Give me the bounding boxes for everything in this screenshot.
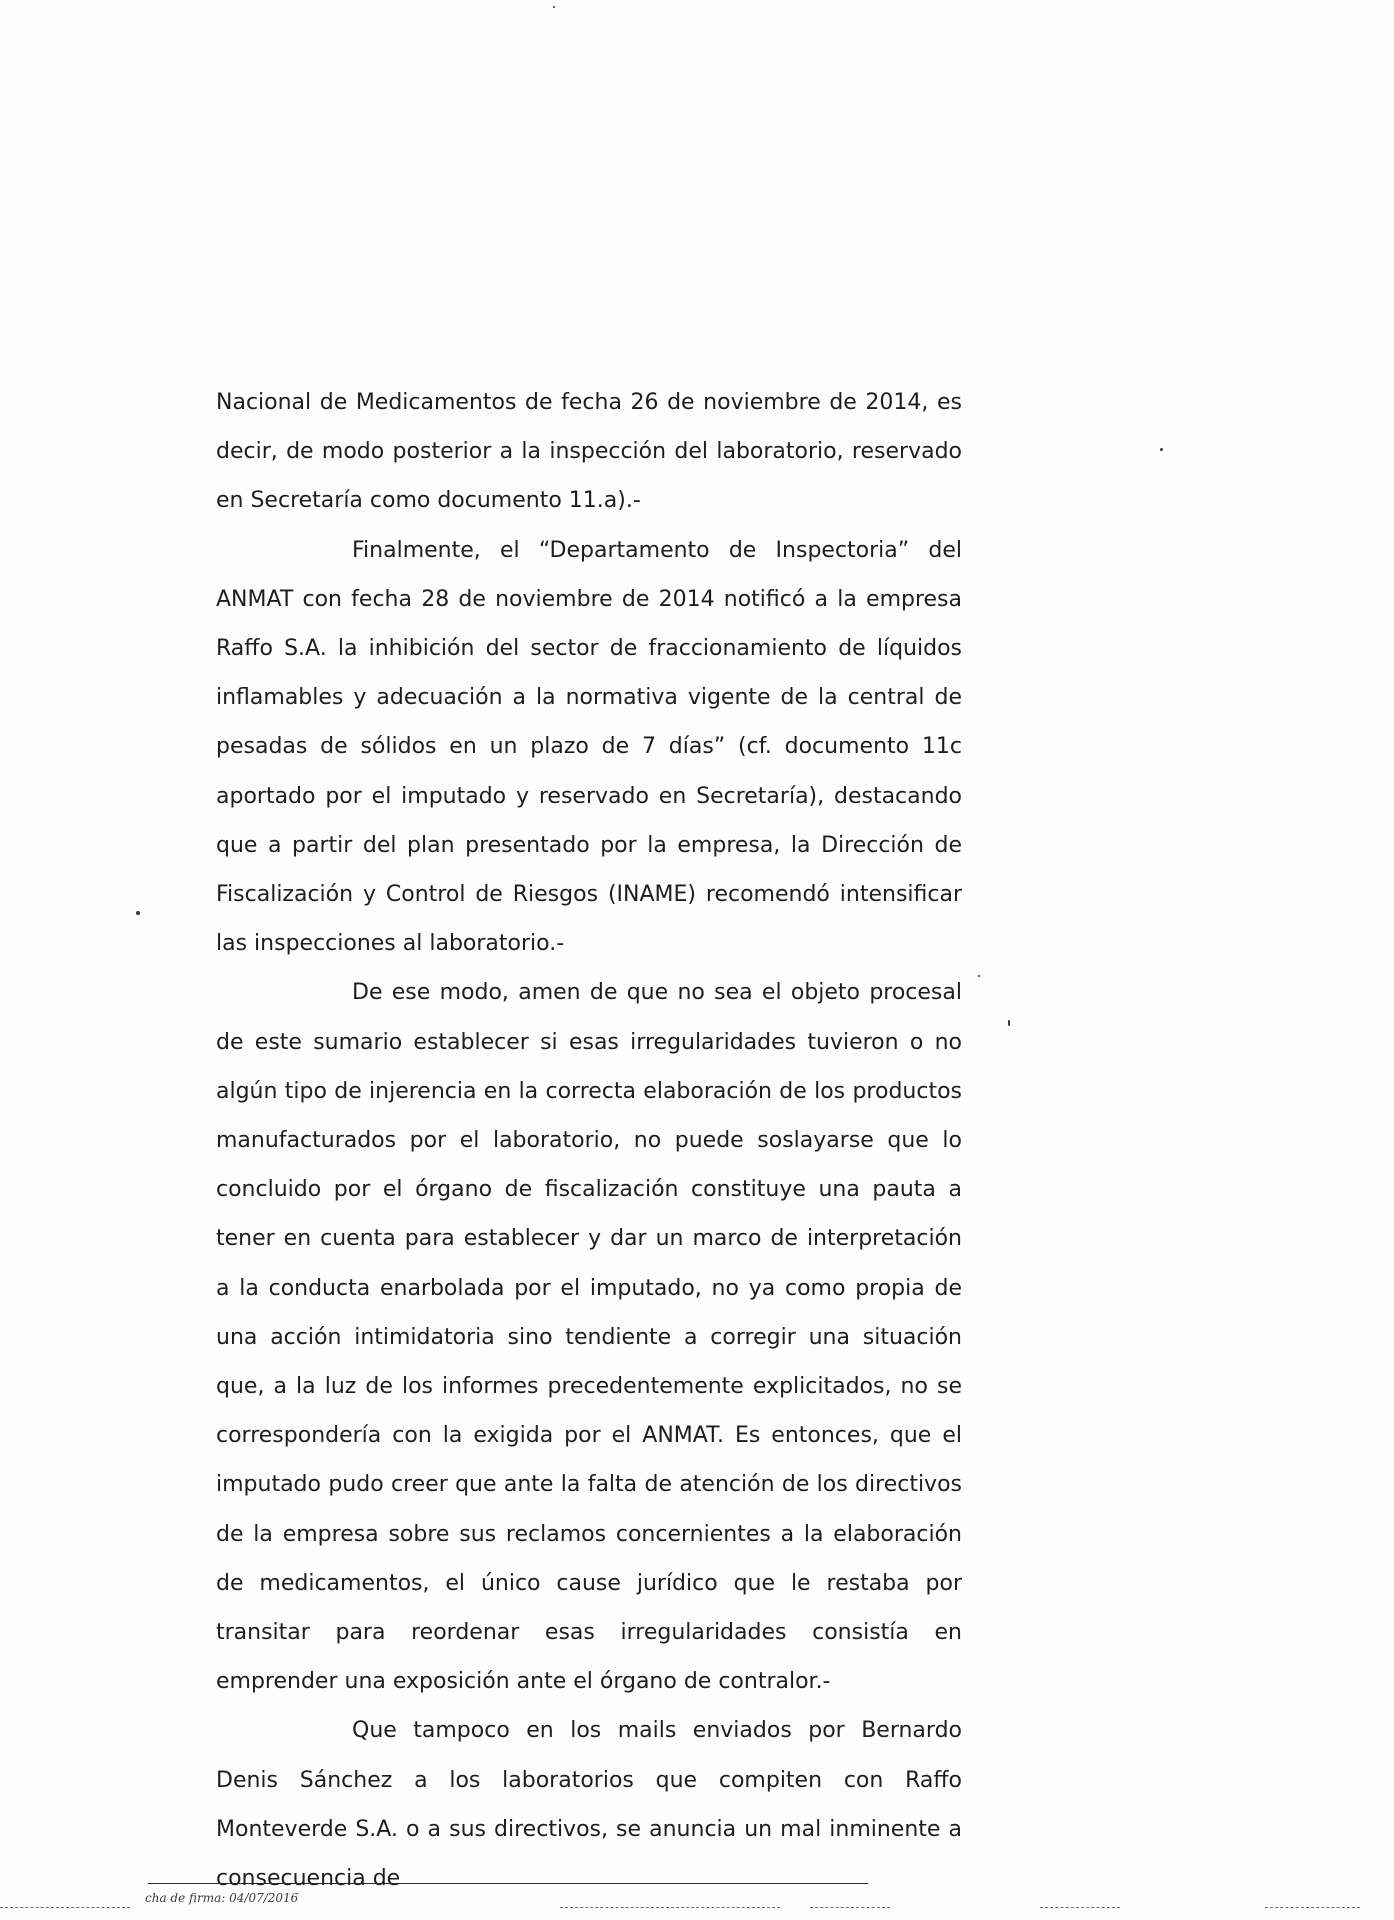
scan-speck — [1160, 448, 1163, 451]
paragraph-3: De ese modo, amen de que no sea el objeto procesal de este sumario establecer si esas irregularidades tuvieron o no algún tipo de injerencia en la correcta elaboración de los productos manufacturados por el laboratorio, no puede soslayarse que lo concluido por el órgano de fiscalización constituye una pauta a tener en cuenta para establecer y dar un marco de interpretación a la conducta enarbolada por el imputado, no ya como propia de una acción intimidatoria sino tendiente a corregir una situación que, a la luz de los informes precedentemente explicitados, no se correspondería con la exigida por el ANMAT. Es entonces, que el imputado pudo creer que ante la falta de atención de los directivos de la empresa sobre sus reclamos concernientes a la elaboración de medicamentos, el único cause jurídico que le restaba por transitar para reordenar esas irregularidades consistía en emprender una exposición ante el órgano de contralor.- — [216, 980, 962, 1695]
scan-edge-mid — [560, 1907, 780, 1908]
scan-edge-left — [0, 1907, 130, 1908]
scan-edge-right — [1040, 1907, 1120, 1908]
scan-edge-mid-right — [810, 1907, 890, 1908]
footer-rule — [148, 1883, 868, 1884]
paragraph-2: Finalmente, el “Departamento de Inspectoria” del ANMAT con fecha 28 de noviembre de 2014 notificó a la empresa Raffo S.A. la inhibición del sector de fraccionamiento de líquidos inflamables y adecuación a la normativa vigente de la central de pesadas de sólidos en un plazo de 7 días” (cf. documento 11c aportado por el imputado y reservado en Secretaría), destacando que a partir del plan presentado por la empresa, la Dirección de Fiscalización y Control de Riesgos (INAME) recomendó intensificar las inspecciones al laboratorio.- — [216, 537, 962, 957]
scan-edge-far-right — [1265, 1907, 1360, 1908]
signature-date-footer: cha de firma: 04/07/2016 — [145, 1891, 299, 1905]
paragraph-1: Nacional de Medicamentos de fecha 26 de noviembre de 2014, es decir, de modo posterior a la inspección del laboratorio, reservado en Secretaría como documento 11.a).- — [216, 390, 962, 514]
scan-speck — [136, 911, 140, 915]
scan-speck — [553, 6, 555, 8]
paragraph-4: Que tampoco en los mails enviados por Bernardo Denis Sánchez a los laboratorios que compiten con Raffo Monteverde S.A. o a sus directivos, se anuncia un mal inminente a consecuencia de — [216, 1718, 962, 1892]
scan-speck — [978, 975, 980, 977]
document-body — [216, 378, 962, 1903]
scan-speck — [1008, 1020, 1010, 1026]
